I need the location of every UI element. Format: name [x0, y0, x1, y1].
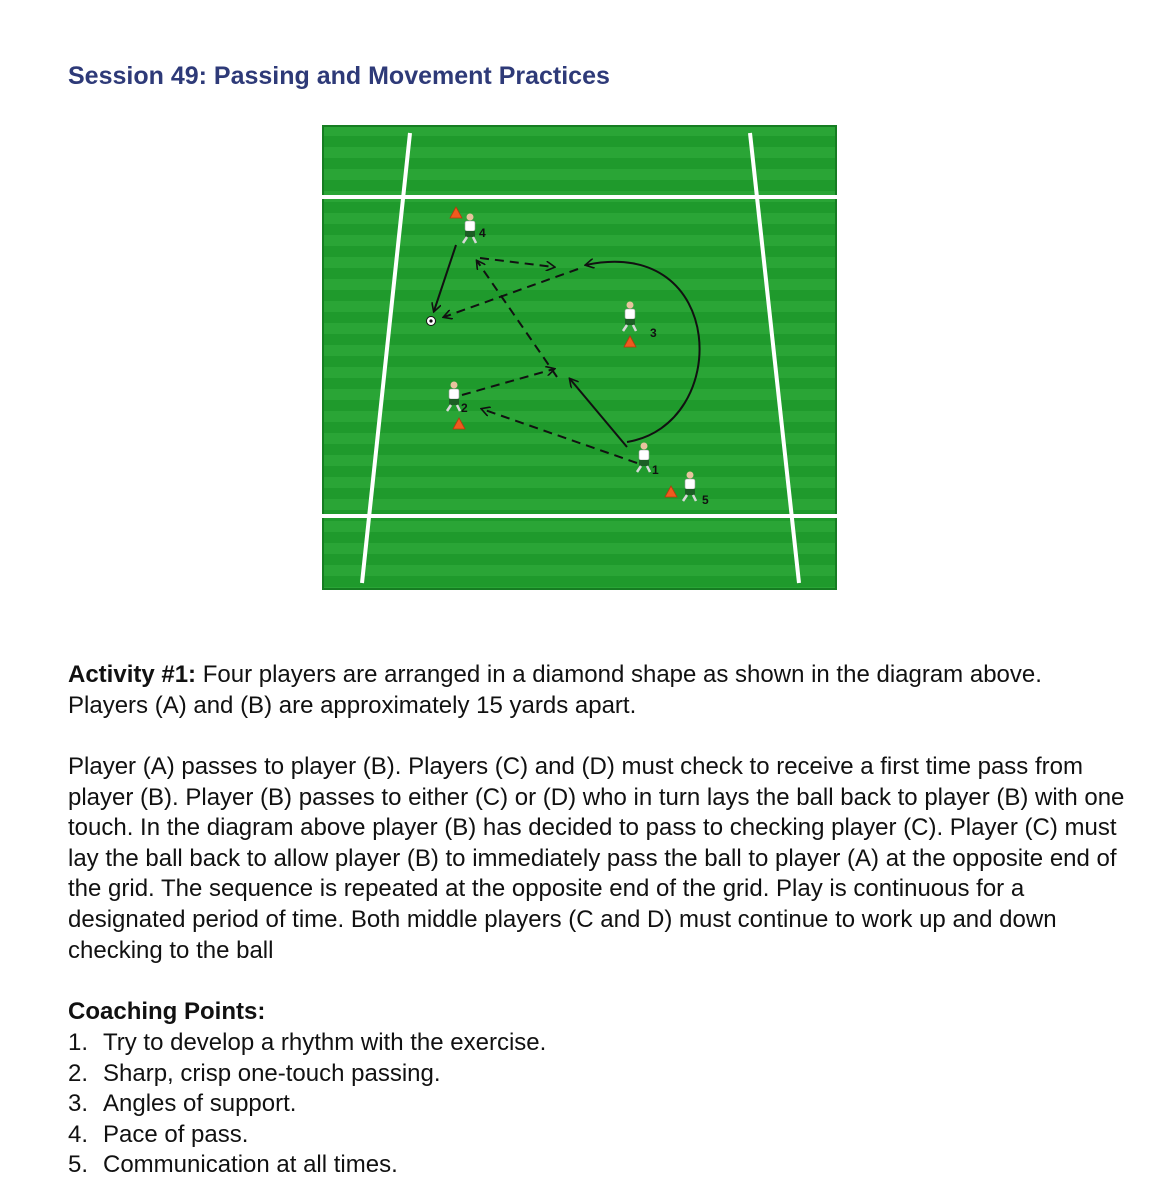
list-item: [68, 1120, 546, 1151]
soccer-ball-icon: [427, 317, 436, 326]
page-title: Session 49: Passing and Movement Practices: [68, 62, 610, 90]
list-number: 2.: [68, 1059, 89, 1087]
activity-description: [68, 660, 1128, 721]
list-text: Pace of pass.: [103, 1120, 249, 1148]
list-item: [68, 1089, 546, 1120]
player-label: 2: [461, 401, 468, 415]
player-label: 4: [479, 226, 486, 240]
list-text: Sharp, crisp one-touch passing.: [103, 1059, 441, 1087]
list-text: Communication at all times.: [103, 1151, 398, 1179]
list-number: 1.: [68, 1029, 89, 1056]
list-number: 5.: [68, 1151, 89, 1179]
player-label: 1: [652, 463, 659, 477]
list-item: [68, 1028, 546, 1059]
activity-instructions: Player (A) passes to player (B). Players (C) and (D) must check to receive a first time pass from player (B). Player (B) passes to either (C) or (D) who in turn lays the ball back to player (B) with one touch. In the diagram above player (B) has decided to pass to checking player (C). Player (C) must lay the ball back to allow player (B) to immediately pass the ball to player (A) at the opposite end of the grid. The sequence is repeated at the opposite end of the grid. Play is continuous for a designated period of time. Both middle players (C and D) must continue to work up and down checking to the ball: [68, 753, 1125, 964]
list-number: 4.: [68, 1120, 89, 1148]
drill-diagram: [322, 125, 837, 590]
list-item: [68, 1059, 546, 1090]
list-text: Angles of support.: [103, 1090, 297, 1118]
list-item: [68, 1150, 546, 1181]
list-number: 3.: [68, 1090, 89, 1118]
coaching-points-list: [68, 1028, 546, 1181]
player-label: 3: [650, 326, 657, 340]
field: [322, 125, 837, 590]
list-text: Try to develop a rhythm with the exercise.: [103, 1029, 547, 1056]
activity-label: Activity #1:: [68, 661, 197, 688]
activity-text: Four players are arranged in a diamond shape as shown in the diagram above. Players (A) and (B) are approximately 15 yards apart.: [68, 661, 1042, 719]
coaching-points-heading: Coaching Points:: [68, 998, 266, 1025]
player-label: 5: [702, 493, 709, 507]
